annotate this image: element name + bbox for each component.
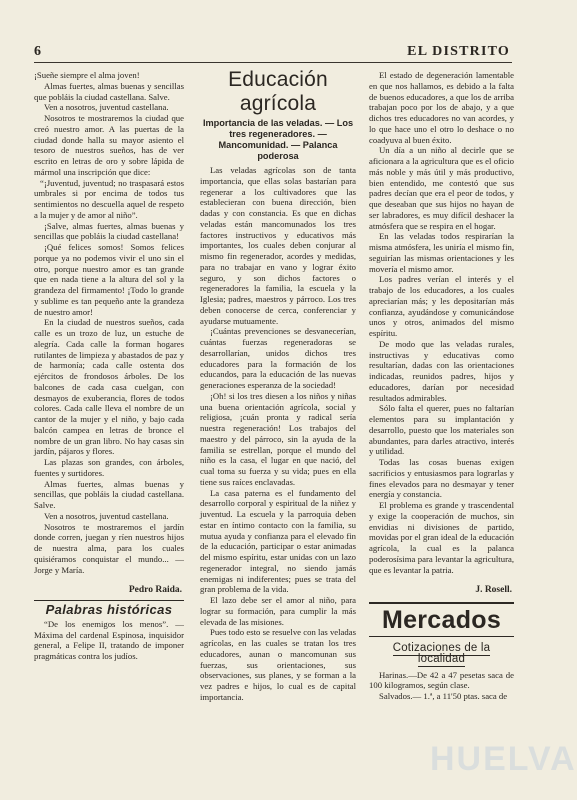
paragraph: La casa paterna es el fundamento del desarrollo corporal y espiritual de la niñez y juventud. La escuela y la parroquia deben estar en íntimo contacto con la familia, su mutua ayuda y confianza para el elevado fin de la educación, participar o estar animadas del mismo espíritu, estar unidas con un lazo regenerador integral, no siendo jamás enemigas ni indiferentes; pues se trata del gran problema de la vida. <box>200 487 356 595</box>
paragraph: ¡Oh! si los tres diesen a los niños y niñas una buena orientación agrícola, social y religiosa, ¡cuán pronta y radical sería nuestra regeneración! Los trabajos del maestro y del párroco, sin la ayuda de la familia se estrellan, porque el mundo del niño es la casa, el lugar en que nació, del cual toma su fuerza y su vida; pues en ella tiene sus raíces enclavadas. <box>200 390 356 487</box>
paragraph: Almas fuertes, almas buenas y sencillas, que pobláis la ciudad castellana. Salve. <box>34 478 184 510</box>
market-line: Salvados.— 1.ª, a 11'50 ptas. saca de <box>379 691 508 701</box>
paragraph: Ven a nosotros, juventud castellana. <box>44 510 169 521</box>
paragraph: ¡Qué felices somos! Somos felices porque ya no podemos vivir el uno sin el otro, porque nuestro amor es tan grande que en nada tiene a la altura del sol y la grandeza del firmamento! ¡Todo lo grande y sublime es tan pequeño ante la grandeza de nuestro amor! <box>34 242 184 317</box>
article-subtitle: Importancia de las veladas. — Los tres regeneradores. —Mancomunidad. — Palanca poderosa <box>202 118 354 161</box>
column-center <box>200 70 356 703</box>
section-title-mercados: Mercados <box>369 602 514 637</box>
paragraph: Los padres verían el interés y el trabajo de los educadores, a los cuales apreciarían más; y les depositarían más confianza, ayudándose y comunicándose unos y otros, animados del mismo espíritu. <box>369 274 514 338</box>
column-left <box>34 70 184 662</box>
paragraph: Ven a nosotros, juventud castellana. <box>44 102 169 113</box>
article-signature: Pedro Raida. <box>128 585 182 596</box>
masthead: EL DISTRITO <box>407 44 510 59</box>
article-signature: J. Rosell. <box>475 585 512 596</box>
paragraph: Nosotros te mostraremos el jardín donde corren, juegan y ríen nuestros hijos de nuestra alma, para los cuales quisiéramos conquistar el mundo... — Jorge y María. <box>34 521 184 575</box>
paragraph: Todas las cosas buenas exigen sacrificios y entusiasmos para lograrlas y fines elevados para no desmayar y tener energía y constancia. <box>369 457 514 500</box>
paragraph: Almas fuertes, almas buenas y sencillas que pobláis la ciudad castellana. Salve. <box>34 80 184 102</box>
page-number: 6 <box>34 44 41 59</box>
paragraph: ¡Cuántas prevenciones se desvanecerían, cuántas fuerzas regeneradoras se desarrollarían, unidos dichos tres educadores para la formación de los educandos, para la educación de las nuevas generaciones esperanza de la sociedad! <box>200 326 356 390</box>
cotizaciones-title: Cotizaciones de la localidad <box>392 642 491 665</box>
cotizaciones-heading <box>369 643 514 665</box>
paragraph: El problema es grande y trascendental y exige la cooperación de muchos, sin envidias ni divisiones de partido, movidas por el gran ideal de la educación agrícola, la cual es la palanca poderosísima para levantar la agricultura, que es levantar la patria. <box>369 500 514 575</box>
paragraph: El estado de degeneración lamentable en que nos hallamos, es debido a la falta de buenos educadores, a que los de arriba trabajan poco por los de abajo, y a que dichos tres educadores no van acordes, y lo que hace uno el otro lo deshace o no coadyuva al buen éxito. <box>369 70 514 145</box>
paragraph: En la ciudad de nuestros sueños, cada calle es un trozo de luz, un estuche de alegría. Cada calle la forman hogares rutilantes de limpieza y abastados de paz y de harmonía; cada calle ostenta dos ejércitos de frondosos árboles. De los balcones de cada casa cuelgan, con desmayos de exuberancia, flores de todos colores. Cada calle lleva el nombre de un cantor de la mujer y el niño, y bajo cada balcón campea en letras de bronce el nombre de un gran libro. No hay casas sin jardín, pájaros y flores. <box>34 317 184 457</box>
paragraph: Las veladas agrícolas son de tanta importancia, que ellas solas bastarían para regenerar a los cultivadores que las establecieran con buena dirección, bien dadas y con constancia. Es que en dichas veladas están mancomunados los tres factores instructivos y educativos más importantes, los cuales deben conjurar al mismo fin regenerador, acordes y medidas, para no trabajar en vano y lograr éxito seguro, y son dichos factores o regeneradores la familia, la escuela y la Iglesia; padres, maestros y párroco. Los tres deben conocerse de cerca, conferenciar y ayudarse mutuamente. <box>200 165 356 326</box>
paragraph: “De los enemigos los menos”. —Máxima del cardenal Espinosa, inquisidor general, a Felipe II, tratando de imponer pragmáticas contra los judíos. <box>34 618 184 661</box>
market-line: Harinas.—De 42 a 47 pesetas saca de 100 kilogramos, según clase. <box>369 669 514 691</box>
section-title-palabras-historicas: Palabras históricas <box>34 600 184 619</box>
column-right <box>369 70 514 702</box>
page-header <box>34 44 512 63</box>
paragraph: Un día a un niño al decirle que se aficionara a la agricultura que es el oficio más noble y más útil y más productivo, bien entendido, me contestó que sus padres decían que era el peor de todos, y que deseaban que sus hijos no hayan de ser labradores, es muy difícil deshacer la atmósfera que se respira en el hogar. <box>369 145 514 231</box>
paragraph: El lazo debe ser el amor al niño, para lograr su formación, para cumplir la más elevada de las misiones. <box>200 595 356 627</box>
paragraph: Sólo falta el querer, pues no faltarían elementos para su implantación y desarrollo, puesto que los materiales son abundantes, para darles atractivo, interés y utilidad. <box>369 403 514 457</box>
paragraph: Pues todo esto se resuelve con las veladas agrícolas, en las cuales se tratan los tres educadores, aunan o mancomunan sus fuerzas, sus orientaciones, sus observaciones, sus planes, y se forman a la vez padres e hijos, lo cual es de capital importancia. <box>200 627 356 702</box>
paragraph: ¡Salve, almas fuertes, almas buenas y sencillas que pobláis la ciudad castellana! <box>34 220 184 242</box>
article-title: Educación agrícola <box>228 68 328 115</box>
paragraph: ¡Sueñe siempre el alma joven! <box>34 70 140 80</box>
archive-watermark: HUELVA <box>430 740 577 778</box>
paragraph: Nosotros te mostraremos la ciudad que creó nuestro amor. A las puertas de la ciudad donde halla su mayor asiento el tesoro de nuestros sueños, has de ver escrito en letras de oro y sobre lápida de mármol una inscripción que dice: <box>34 113 184 177</box>
inscription-quote: “¡Juventud, juventud; no traspasará estos umbrales si por encima de todos tus sentimientos no descuella aquel de respeto a la mujer y de amor al niño”. <box>34 177 184 220</box>
paragraph: Las plazas son grandes, con árboles, fuentes y surtidores. <box>34 457 184 478</box>
paragraph: En las veladas todos respirarían la misma atmósfera, les uniría el mismo fin, seguirían las mismas orientaciones y les movería el mismo amor. <box>369 231 514 274</box>
paragraph: De modo que las veladas rurales, instructivas y educativas como resultarían, dadas con las orientaciones indicadas, reunidos padres, hijos y educadores, darían por necesidad resultados admirables. <box>369 338 514 403</box>
